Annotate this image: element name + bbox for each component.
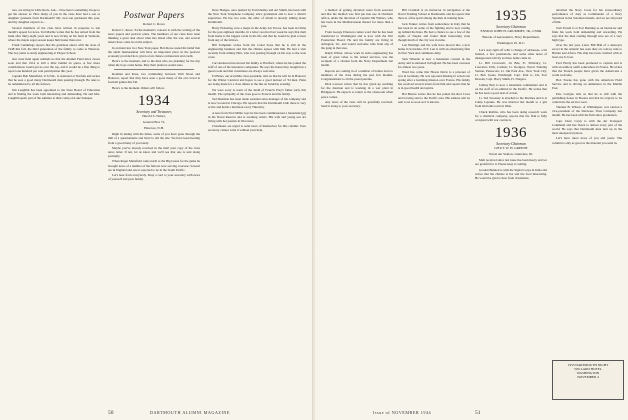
left-page (0, 0, 313, 420)
paragraph: Classmates are urged to send news of themselves for this column. Your secretary cannot write it without your help. (208, 124, 306, 133)
paragraph: Thomas B. Wilson, of Wilmington, was elected a vice-president of the Delaware Trust Company last month. He has been with the firm since graduation. (552, 105, 622, 118)
running-foot-left: DARTMOUTH ALUMNI MAGAZINE (150, 410, 230, 415)
paragraph: Let's have more news of you and yours. The column is only as good as the material you send in. (552, 136, 622, 145)
paragraph: Over the last year, Lieut. Bill Hall of a destroyer escort in the Atlantic has seen duty on convoy runs to Britain and Africa. His ship has been credited with at least one U-boat. (552, 43, 622, 60)
paragraph: Let's start right off with a change of addresses, a bit belated, a few promotions, and some other notes of unsupported activity as these items came in. (475, 47, 547, 60)
paragraph: Ted Sherman has been made assistant sales manager of his company and is now located in Chicago. He reports that the Dartmouth Club there is very active and holds a luncheon every Thursday. (208, 97, 306, 110)
paragraph: Any news of the class will be gratefully received. Send it along to your secretary. (321, 99, 393, 108)
class-secretary-line: Bureau of Aeronautics, Navy Department, (482, 35, 540, 40)
paragraph: A note from Fred Miller says he has been commissioned a lieutenant (jg) in the Naval Reserve and is awaiting orders. His wife and young son are living with her parents in Worcester. (208, 110, 306, 123)
paragraph: Ed Bates, our erstwhile class president, tells us that he will be in Hanover for the Winter Carnival and hopes to see a good turnout of '34 men. Plans are being made for a class dinner at the Inn on Saturday evening. (208, 74, 306, 87)
notice-line: WASHINGTON (576, 371, 600, 376)
notice-line: NOVEMBER 4 (577, 375, 599, 380)
paragraph: Harry Pickering, now a major in the Army Air Forces, has been in China for the past eighteen months. In a letter received last week he says that mail from home is the biggest event in his life and that he would be glad to hear from any of the fellows. (208, 25, 306, 42)
paragraph: Pete Lavigne tells us that he is still with the publishing house in Boston and that he expects to be called into the service soon. (552, 91, 622, 104)
paragraph: Here's to the moment. Others will follow. (112, 85, 165, 90)
paragraph: Sam Wheeler is now a lieutenant colonel in the Army and is stationed in England. He has been overseas for almost two years. (398, 56, 470, 69)
page-number-right: 51 (475, 410, 481, 416)
paragraph: a method of getting dictation water from seawater and that the method was first put into use in Northern Africa, under the direction of Captain Jim Walters, who has been in the Mediterranean theater for more than a year. (321, 8, 393, 29)
paragraph: Frank Cummings reports that his grandson enters with the class of 1948 this fall, the third generation of the family to come to Hanover. The boy plans to study engineering at Thayer School. (8, 43, 100, 56)
paragraph: Carl Anderson has moved his family to Hartford, where he has joined the staff of one of the insurance companies. He says the house they bought has a guest room and that classmates are always welcome. (208, 60, 306, 73)
paragraph: Hal Barnes writes that he has joined the Red Cross and is being sent to the Pacific area. His address will be sent to us as soon as it is known. (398, 91, 470, 104)
paragraph: unveiled the Navy Cross for his extraordinary performance of duty as Commander of a Navy Squadron in the Solomon Islands, and we are all proud of him. (552, 8, 622, 25)
paragraph: Johnny Barr is now a lieutenant commander and is on the staff of an admiral in the Pacific. He writes that he has seen a good deal of action. (475, 82, 547, 95)
paragraph: Chuck Rollins, who has been doing research work for a chemical company, reports that the firm is fully occupied with war contracts. (475, 109, 547, 122)
paragraph: Bill Tompkins writes from the Canal Zone that he is still in the engineering business and that the climate agrees with him. He had a visit recently from Johnny Hart, who was passing through on his way to the west coast. (208, 43, 306, 60)
right-col-4 (552, 8, 622, 354)
byline: Robert C. Rowe (143, 22, 165, 26)
paragraph: Word has come that Howie Davis is a prisoner of war in Germany. He was reported missing in action last spring after a bombing mission over France. His family has received several letters from him and reports that he is in good health and spirits. (398, 70, 470, 91)
right-page (315, 0, 628, 420)
paragraph: Reports are coming in of a number of babies born to members of the class during the past few months. Congratulations to all the proud parents. (321, 68, 393, 81)
paragraph: Ferd Hardy has been promoted to captain and is with an artillery outfit somewhere in France. He writes that the French people have given the Americans a warm welcome. (552, 60, 622, 77)
class-year-heading: 1935 (495, 8, 527, 24)
class-secretary-line: Hanover, N.H. (144, 126, 164, 131)
paragraph: tors, are living in Little Rock, Ark.... Now here's something I hope to get the answer to: How many of you in the class have had a son or daughter graduate from Dartmouth? My own son graduated this year, and my daughter expects to... (8, 8, 100, 25)
class-secretary-line: Secretary and Treasurer, (136, 109, 172, 114)
paragraph: Captain Bob Mansfield, U.S.N.R., is stationed at Norfolk and writes that he sees a good many Dartmouth men passing through. He asks to be remembered to all the fellows. (8, 74, 100, 87)
paragraph: Tom Farrell is at Fort Benning as an instructor and finds his work both demanding and rewarding. He says that the men coming through now are of a very high type. (552, 25, 622, 42)
paragraph: In an interview in a New York paper, Bob Rowe stated his belief that the small businessman will have an important place in the postwar economy provided he is given a fair chance at materials and credit. (108, 45, 200, 58)
paragraph: Dick Lawson writes that he has given up teaching for the duration and is working in a war plant in Bridgeport. He expects to return to the classroom when peace comes. (321, 82, 393, 99)
class-secretary-line: Secretary-Chairman (496, 141, 526, 146)
class-secretary-line: Harold S. Weber, (142, 114, 166, 119)
paragraph: Right in tuning with the times, some of you have gone through the mill of a questionnaire and lived to tell the tale. We have been hearing from a good many of you lately. (108, 132, 200, 145)
paragraph: Several members of the class have written in response to last month's appeal for news. Ted Marble writes that he has retired from the bank after thirty-eight years and is now living on his farm in Vermont, where the maple sugar season keeps him busier than ever. (8, 25, 100, 42)
paragraph: Len Hastings and his wife have moved into a new home in Scarsdale, N.Y. Len is with an advertising firm in New York and commutes daily. (398, 43, 470, 56)
paragraph: Dave Hodges, once pushed by Tom Dudley and Art Smith, has been with the New York Telephone Company since graduation and is now a district supervisor. He has two sons, the older of whom is already talking about Dartmouth. (208, 8, 306, 25)
left-col-1 (8, 8, 100, 408)
paragraph: Maybe you've already received in the mail your copy of the class news letter. If not, let us know and we'll see that one is sent along promptly. (108, 145, 200, 159)
paragraph: Jim Laughlin has been appointed to the State Board of Education and is finding the work both interesting and demanding. He and Mrs. Laughlin spent part of the summer at their camp on Lake Sunapee. (8, 87, 100, 100)
right-col-3 (475, 8, 547, 408)
paragraph: Capt. Dave Carey is with the Air Transport Command and has flown to almost every part of the world. He says that Dartmouth men turn up in the most unexpected places. (552, 118, 622, 136)
paragraph: Jack Fenner writes from somewhere in Italy that he has been in on some of the fighting and is now resting up behind the lines. He had a chance to see a few of the sights of Naples and found them interesting even though much of the city was in ruins. (398, 21, 470, 42)
paragraph: Lt. Bill Crosswell, 1st Bde, Ft. Pillsbury; Lt. Lawrence Ellis, Carlisle; Lt. Rodgers, Naval Training Station, Pensacola; Lt. Jim Park Ave., New York City; Lt. Bob Lyons, Pittsburgh; Capt. Paul G. Dz, Fort Devens; Capt. Harry Smith, Ft. Niagara. (475, 61, 547, 82)
paragraph: Robert C. Rowe '34 the moment's concern is with the writing of the news papers and postwar plans. The members of our class have been thinking a great deal about what lies ahead after the war, and several letters have come in on the subject. (108, 28, 200, 45)
notice-line: WILLARD HOTEL (574, 367, 602, 372)
right-col-1 (321, 8, 393, 408)
paragraph: From George Emerson comes word that he has been transferred to Washington and is now with the War Production Board. He and his family are living in Arlington, Va., and would welcome calls from any of the gang in that area. (321, 29, 393, 50)
running-foot-right: Issue of NOVEMBER 1944 (373, 410, 432, 415)
notice-line: 1935 DARTMOUTH NIGHT (567, 363, 609, 367)
paragraph: Lt. Ted Sweeney is attached to the Marines and is at Camp Lejeune. He was married last month to a girl from his home town in Ohio. (475, 96, 547, 109)
left-col-2 (108, 8, 200, 408)
paragraph: Let's hear from everybody. Drop a card to your secretary with news of yourself and your family. (108, 173, 200, 182)
paragraph: Gordon Bennett is with the Signal Corps in India and writes that the climate is hot and the food interesting. He would be glad to hear from classmates. (475, 167, 547, 180)
right-col-2 (398, 8, 470, 408)
paragraph: We were sorry to learn of the death of Francis Pray's father early this month. The sympathy of the class goes to Francis and his family. (208, 87, 306, 96)
paragraph: Bill Crandall is an instructor in navigation at the Naval Training School at Dartmouth, and he reports that there is a fine spirit among the men in training here. (398, 8, 470, 21)
class-secretary-line: ENSIGN JOHN H. GRUMMET, JR., USNR (480, 29, 542, 34)
class-secretary-line: Naval Air Station, Glenview, Ill. (489, 152, 533, 157)
page-number-left: 50 (108, 410, 114, 416)
paragraph: Mail received since last issue has been heavy and we are grateful for it. Please keep it coming. (475, 158, 547, 167)
paragraph: When Roger Mansfield came north to the Big Green for the game he brought news of a number of the fellows now serving overseas. Several are in England and one is reported to be in the South Pacific. (108, 159, 200, 172)
divider (114, 69, 194, 70)
class-year-heading: 1934 (138, 92, 170, 109)
class-year-heading: 1936 (495, 124, 527, 141)
paragraph: Here's to the moment, and to the men who are planning for the day when the boys come home. May their plans be sound ones. (108, 59, 200, 68)
class-secretary-line: LIEUT. W. H. GREENE (494, 146, 528, 151)
section-title-postwar-papers: Postwar Papers (123, 10, 185, 20)
class-secretary-line: General Box 72, (142, 120, 166, 125)
class-secretary-line: Secretary-Chairman (496, 25, 526, 29)
paragraph: Rodman and Rose, two commuting between Wall Street and Hanover, report that they have seen a good many of the old crowd at football games this fall. (108, 72, 200, 85)
paragraph: Bob Towne has gone with the American Field Service and is driving an ambulance in the Middle East. (552, 78, 622, 91)
dartmouth-night-notice (552, 360, 624, 400)
paragraph: Ralph Winter, whose work in radio engineering has been of great value to the armed services, was the recipient of a citation from the Navy Department last month. (321, 51, 393, 68)
left-col-3 (208, 8, 306, 408)
class-secretary-line: Washington 25, D.C. (496, 41, 526, 46)
paragraph: Our class fund agent reminds us that the Alumni Fund drive closes soon and that 1914 is still a little behind its quota. A few more contributions would put us over the top, and it would be a fine thing to report one hundred per cent participation this year. (8, 56, 100, 73)
